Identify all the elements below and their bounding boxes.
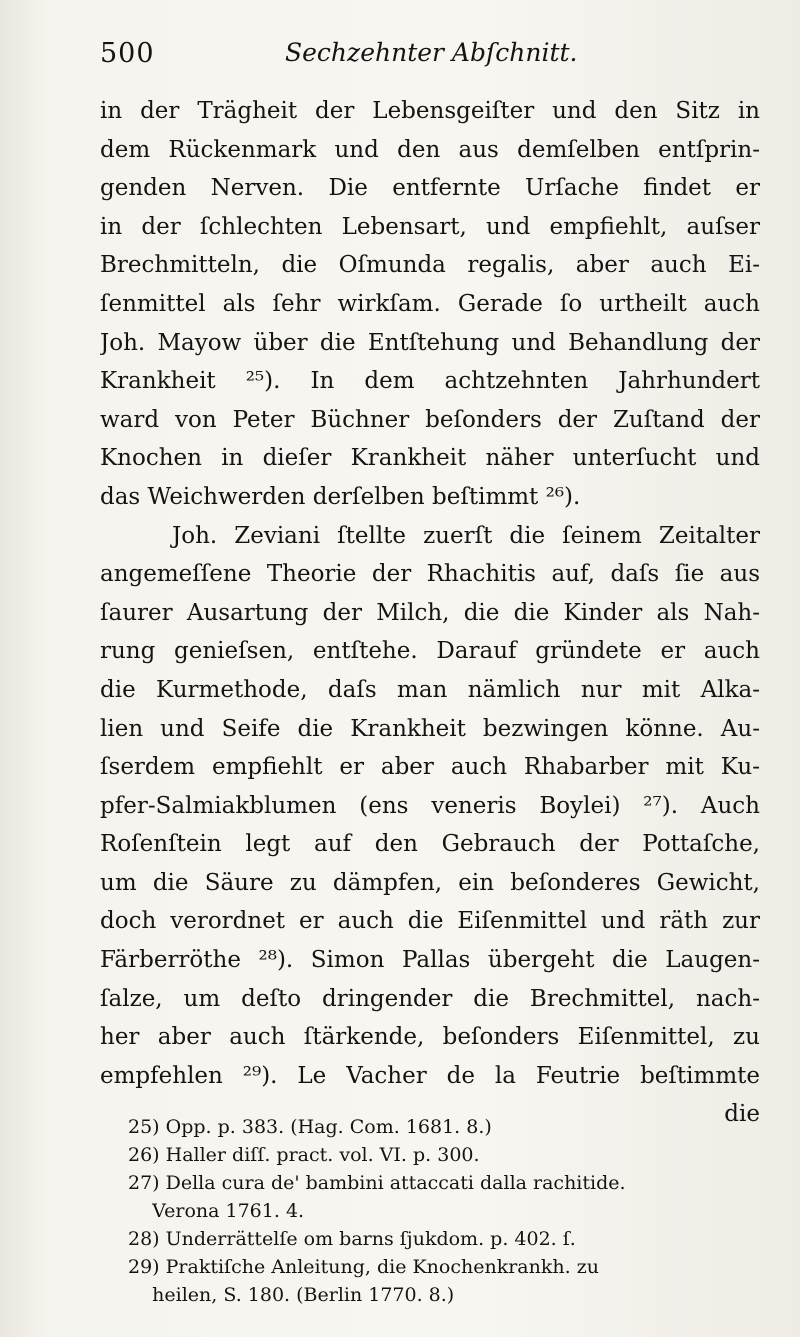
text-line: Knochen in dieſer Krankheit näher unterſucht und	[100, 445, 760, 472]
text-line: angemeſſene Theorie der Rhachitis auf, daſs ſie aus	[100, 561, 760, 588]
footnotes	[128, 1113, 758, 1309]
text-line: rung genieſsen, entſtehe. Darauf gründete er auch	[100, 638, 760, 665]
text-line: doch verordnet er auch die Eiſenmittel und räth zur	[100, 908, 760, 935]
body-text	[100, 92, 760, 1134]
page-header	[100, 38, 760, 78]
footnote-line: Verona 1761. 4.	[128, 1200, 305, 1222]
text-line: in der Trägheit der Lebensgeiſter und den Sitz in	[100, 98, 760, 124]
text-line: pfer-Salmiakblumen (ens veneris Boylei) ²⁷). Auch	[100, 792, 760, 819]
text-line: um die Säure zu dämpfen, ein beſonderes Gewicht,	[100, 869, 760, 896]
footnote-line: 25) Opp. p. 383. (Hag. Com. 1681. 8.)	[128, 1116, 492, 1138]
footnote-line: 29) Praktiſche Anleitung, die Knochenkrankh. zu	[128, 1256, 599, 1278]
text-line: empfehlen ²⁹). Le Vacher de la Feutrie beſtimmte	[100, 1062, 760, 1089]
text-line: das Weichwerden derſelben beſtimmt ²⁶).	[100, 483, 581, 510]
text-line: die	[724, 1101, 760, 1128]
text-line: Joh. Zeviani ſtellte zuerſt die ſeinem Zeitalter	[172, 522, 760, 549]
text-line: ſenmittel als ſehr wirkſam. Gerade ſo urtheilt auch	[100, 290, 760, 317]
text-line: ſaurer Ausartung der Milch, die die Kinder als Nah-	[100, 599, 760, 626]
footnote-line: heilen, S. 180. (Berlin 1770. 8.)	[128, 1284, 455, 1306]
text-line: ſserdem empfiehlt er aber auch Rhabarber mit Ku-	[100, 754, 760, 781]
text-line: in der ſchlechten Lebensart, und empfiehlt, auſser	[100, 213, 760, 240]
text-line: Brechmitteln, die Oſmunda regalis, aber auch Ei-	[100, 252, 760, 279]
footnote-line: 27) Della cura de' bambini attaccati dalla rachitide.	[128, 1172, 626, 1194]
text-line: Roſenſtein legt auf den Gebrauch der Pottaſche,	[100, 831, 760, 858]
text-line: Krankheit ²⁵). In dem achtzehnten Jahrhundert	[100, 368, 760, 395]
text-line: Joh. Mayow über die Entſtehung und Behandlung der	[100, 329, 760, 356]
text-line: genden Nerven. Die entfernte Urſache findet er	[100, 175, 760, 202]
text-line: lien und Seife die Krankheit bezwingen könne. Au-	[100, 715, 760, 742]
text-line: her aber auch ſtärkende, beſonders Eiſenmittel, zu	[100, 1024, 760, 1051]
footnote-line: 28) Underrättelſe om barns ſjukdom. p. 402. ſ.	[128, 1228, 576, 1250]
text-line: Färberröthe ²⁸). Simon Pallas übergeht die Laugen-	[100, 947, 760, 974]
running-head: Sechzehnter Abſchnitt.	[285, 38, 578, 67]
text-line: die Kurmethode, daſs man nämlich nur mit Alka-	[100, 676, 760, 703]
text-line: ward von Peter Büchner beſonders der Zuſtand der	[100, 406, 760, 433]
text-line: dem Rückenmark und den aus demſelben entſprin-	[100, 136, 760, 163]
page-number: 500	[100, 38, 155, 69]
footnote-line: 26) Haller diſſ. pract. vol. VI. p. 300.	[128, 1144, 480, 1166]
text-line: ſalze, um deſto dringender die Brechmittel, nach-	[100, 985, 760, 1012]
